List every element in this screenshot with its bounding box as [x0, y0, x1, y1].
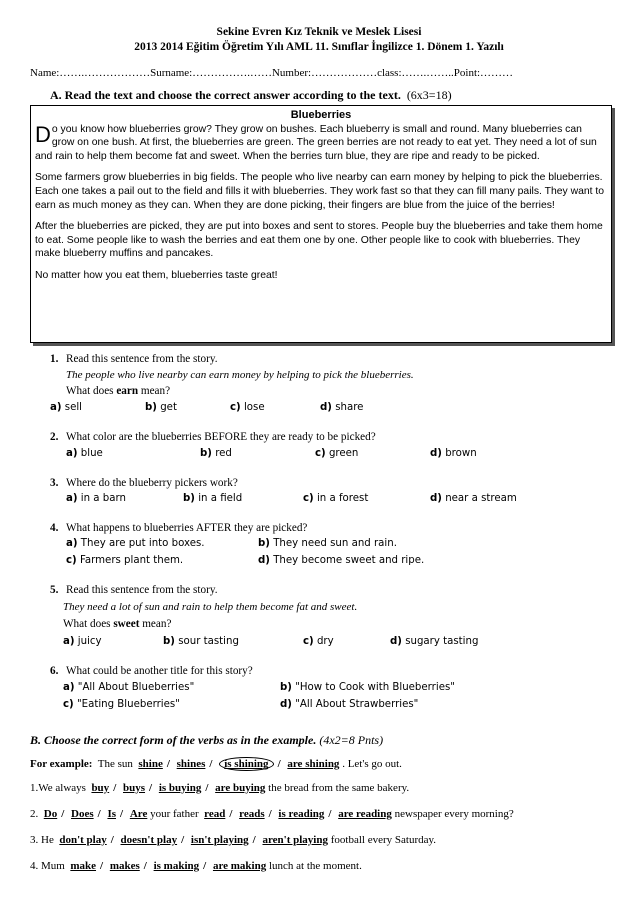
q5-option-d[interactable] — [390, 636, 478, 647]
verb-option[interactable]: are buying — [215, 782, 266, 794]
question-6 — [50, 665, 253, 677]
example-opt-1: shine — [138, 758, 163, 770]
q4-option-d[interactable] — [258, 555, 424, 566]
example-answer-circle — [219, 757, 273, 771]
question-number: 1. — [50, 353, 59, 365]
option-letter: c) — [303, 636, 314, 647]
ask-word: sweet — [113, 618, 140, 630]
example-opt-3: is shining — [224, 758, 269, 770]
verb-option[interactable]: makes — [109, 860, 140, 872]
option-text: sour tasting — [178, 636, 239, 647]
section-a-heading — [50, 88, 452, 103]
q2-option-d[interactable] — [430, 448, 477, 459]
item-post: newspaper every morning? — [394, 808, 514, 820]
section-b-title: B. Choose the correct form of the verbs as in the example. — [30, 733, 317, 747]
q4-option-a[interactable] — [66, 538, 205, 549]
verb-option[interactable]: Are — [129, 808, 148, 820]
verb-option[interactable]: buy — [91, 782, 110, 794]
option-text: share — [335, 402, 364, 413]
verb-option[interactable]: are making — [212, 860, 267, 872]
option-text: "How to Cook with Blueberries" — [295, 682, 455, 693]
option-letter: c) — [63, 699, 74, 710]
option-letter: b) — [280, 682, 292, 693]
question-1 — [50, 353, 218, 365]
dropcap-letter: D — [35, 121, 51, 147]
ask-post: mean? — [138, 385, 171, 397]
option-letter: b) — [163, 636, 175, 647]
item-pre: 4. Mum — [30, 860, 65, 872]
question-1-quote: The people who live nearby can earn money by helping to pick the blueberries. — [66, 369, 414, 381]
question-text: Read this sentence from the story. — [66, 584, 218, 596]
option-text: dry — [316, 636, 334, 647]
passage-title: Blueberries — [290, 109, 352, 121]
question-text: Where do the blueberry pickers work? — [66, 477, 238, 489]
verb-option[interactable]: Is — [107, 808, 116, 820]
option-letter: c) — [315, 448, 326, 459]
item-post: the bread from the same bakery. — [268, 782, 410, 794]
verb-option[interactable]: aren't playing — [262, 834, 328, 846]
option-text: "Eating Blueberries" — [76, 699, 180, 710]
school-name: Sekine Evren Kız Teknik ve Meslek Lisesi — [216, 26, 422, 38]
option-text: get — [160, 402, 177, 413]
q5-option-c[interactable] — [303, 636, 334, 647]
item-post: lunch at the moment. — [268, 860, 362, 872]
verb-option[interactable]: doesn't play — [120, 834, 178, 846]
q2-option-c[interactable] — [315, 448, 358, 459]
option-text: brown — [445, 448, 477, 459]
option-text: blue — [80, 448, 103, 459]
option-letter: a) — [50, 402, 62, 413]
q1-option-b[interactable] — [145, 402, 177, 413]
option-letter: d) — [280, 699, 292, 710]
option-text: green — [328, 448, 359, 459]
ask-word: earn — [116, 385, 139, 397]
ask-pre: What does — [63, 618, 114, 630]
q6-option-c[interactable] — [63, 699, 180, 710]
item-pre: 3. He — [30, 834, 54, 846]
q1-option-a[interactable] — [50, 402, 82, 413]
verb-option[interactable]: Do — [43, 808, 58, 820]
question-number: 2. — [50, 431, 59, 443]
question-number: 3. — [50, 477, 59, 489]
q1-option-d[interactable] — [320, 402, 363, 413]
option-letter: d) — [430, 493, 442, 504]
question-text: Read this sentence from the story. — [66, 353, 218, 365]
option-text: sugary tasting — [405, 636, 479, 647]
example-opt-2: shines — [176, 758, 206, 770]
question-4 — [50, 522, 307, 534]
exam-title: 2013 2014 Eğitim Öğretim Yılı AML 11. Sınıflar İngilizce 1. Dönem 1. Yazılı — [134, 41, 504, 53]
item-pre: 1.We always — [30, 782, 86, 794]
verb-option[interactable]: is buying — [158, 782, 202, 794]
option-text: They need sun and rain. — [273, 538, 397, 549]
ask-pre: What does — [66, 385, 117, 397]
item-mid: your father — [150, 808, 199, 820]
passage-text-1: o you know how blueberries grow? They grow on bushes. Each blueberry is small and round. Many blueberries can grow on one bush. At first, the blueberries are green. The green berries are not ready to eat yet. They need a lot of sun and rain to help them become fat and sweet. When the berries turn blue, they are ripe and ready to be picked. — [35, 123, 597, 162]
q3-option-d[interactable] — [430, 493, 517, 504]
item-pre: 2. — [30, 808, 39, 820]
option-letter: a) — [66, 448, 78, 459]
example-post: . Let's go out. — [342, 758, 402, 770]
question-text: What happens to blueberries AFTER they are picked? — [66, 522, 308, 534]
section-a-points: (6x3=18) — [406, 88, 452, 102]
verb-option[interactable]: read — [204, 808, 226, 820]
option-letter: b) — [145, 402, 157, 413]
question-number: 6. — [50, 665, 59, 677]
option-letter: c) — [230, 402, 241, 413]
question-3 — [50, 477, 238, 489]
option-text: sell — [64, 402, 83, 413]
option-text: in a barn — [80, 493, 126, 504]
verb-option[interactable]: buys — [123, 782, 146, 794]
question-text: What could be another title for this story? — [66, 665, 253, 677]
option-letter: d) — [320, 402, 332, 413]
passage-paragraph-3: After the blueberries are picked, they are put into boxes and sent to stores. People buy the blueberries and take them home to eat. Some people like to wash the berries and eat them one by one. Other people like to cook with blueberries. They make blueberry muffins and pancakes. — [35, 221, 603, 260]
option-text: lose — [243, 402, 265, 413]
option-letter: b) — [258, 538, 270, 549]
option-text: "All About Strawberries" — [295, 699, 419, 710]
verb-option[interactable]: don't play — [59, 834, 107, 846]
passage-box — [30, 105, 612, 343]
verb-option[interactable]: reads — [239, 808, 265, 820]
section-b-heading — [30, 733, 383, 748]
verb-option[interactable]: Does — [71, 808, 94, 820]
verb-item-2: 2. Do / Does / Is / Are your father read / reads / is reading / are reading newspaper every morning? — [30, 808, 514, 820]
example-opt-4: are shining — [287, 758, 340, 770]
q1-option-c[interactable] — [230, 402, 265, 413]
question-text: What color are the blueberries BEFORE they are ready to be picked? — [66, 431, 376, 443]
option-text: near a stream — [445, 493, 517, 504]
option-letter: d) — [258, 555, 270, 566]
verb-item-4: 4. Mum make / makes / is making / are making lunch at the moment. — [30, 860, 362, 872]
question-5-quote: They need a lot of sun and rain to help them become fat and sweet. — [63, 601, 358, 613]
q4-option-b[interactable] — [258, 538, 397, 549]
verb-option[interactable]: isn't playing — [190, 834, 249, 846]
question-1-ask — [66, 385, 170, 397]
option-letter: c) — [303, 493, 314, 504]
verb-option[interactable]: is reading — [278, 808, 325, 820]
verb-option[interactable]: are reading — [338, 808, 392, 820]
option-letter: a) — [63, 682, 75, 693]
option-letter: d) — [390, 636, 402, 647]
example-label: For example: — [30, 758, 93, 770]
section-a-title: A. Read the text and choose the correct answer according to the text. — [50, 88, 401, 102]
passage-paragraph-2: Some farmers grow blueberries in big fields. The people who live nearby can earn money by helping to pick the blueberries. Each one takes a pail out to the field and fills it with blueberries. They work fast so that they can fill many pails. They want to earn as much money as they can. When they are done picking, their fingers are blue from the juice of the berries! — [35, 172, 605, 211]
option-letter: a) — [63, 636, 75, 647]
question-5 — [50, 584, 218, 596]
question-number: 4. — [50, 522, 59, 534]
q5-option-b[interactable] — [163, 636, 239, 647]
option-letter: c) — [66, 555, 77, 566]
option-letter: a) — [66, 493, 78, 504]
q2-option-b[interactable] — [200, 448, 232, 459]
option-text: They are put into boxes. — [80, 538, 205, 549]
option-text: in a forest — [316, 493, 369, 504]
q6-option-a[interactable] — [63, 682, 194, 693]
option-text: red — [215, 448, 232, 459]
ask-post: mean? — [139, 618, 172, 630]
example-line: For example: The sun shine / shines / is shining / are shining . Let's go out. — [30, 758, 402, 770]
verb-item-3: 3. He don't play / doesn't play / isn't playing / aren't playing football every Saturday. — [30, 834, 437, 846]
passage-paragraph-1 — [31, 123, 611, 164]
question-2 — [50, 431, 376, 443]
option-letter: a) — [66, 538, 78, 549]
q3-option-b[interactable] — [183, 493, 242, 504]
verb-option[interactable]: is making — [153, 860, 200, 872]
q2-option-a[interactable] — [66, 448, 103, 459]
q6-option-b[interactable] — [280, 682, 455, 693]
q3-option-c[interactable] — [303, 493, 368, 504]
option-text: "All About Blueberries" — [77, 682, 195, 693]
question-number: 5. — [50, 584, 59, 596]
q5-option-a[interactable] — [63, 636, 102, 647]
q6-option-d[interactable] — [280, 699, 418, 710]
option-letter: d) — [430, 448, 442, 459]
verb-item-1: 1.We always buy / buys / is buying / are buying the bread from the same bakery. — [30, 782, 410, 794]
verb-option[interactable]: make — [70, 860, 97, 872]
option-text: juicy — [77, 636, 102, 647]
section-b-points: (4x2=8 Pnts) — [319, 733, 384, 747]
q4-option-c[interactable] — [66, 555, 183, 566]
example-pre: The sun — [97, 758, 133, 770]
q3-option-a[interactable] — [66, 493, 126, 504]
option-text: They become sweet and ripe. — [273, 555, 425, 566]
item-post: football every Saturday. — [330, 834, 437, 846]
passage-paragraph-4: No matter how you eat them, blueberries taste great! — [35, 269, 278, 281]
option-letter: b) — [183, 493, 195, 504]
option-letter: b) — [200, 448, 212, 459]
option-text: Farmers plant them. — [79, 555, 184, 566]
question-5-ask — [63, 618, 171, 630]
student-info-line: Name:…….………………Surname:…………….……Number:………………class:…….……..Point:……… — [30, 67, 514, 79]
option-text: in a field — [198, 493, 243, 504]
